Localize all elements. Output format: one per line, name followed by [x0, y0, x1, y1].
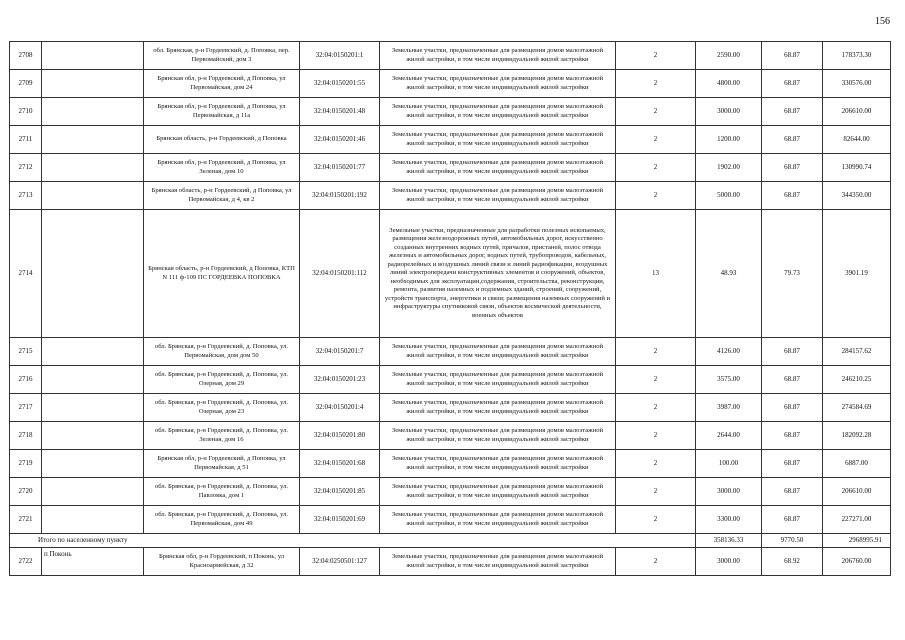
table-row	[10, 338, 891, 366]
cadastral-number-cell: 32:04:0150201:69	[300, 506, 380, 534]
table-row	[10, 506, 891, 534]
area-cell: 3000.00	[696, 548, 762, 576]
land-use-cell: Земельные участки, предназначенные для размещения домов малоэтажной жилой застройки, в том числе индивидуальной жилой застройки	[380, 422, 616, 450]
land-use-cell: Земельные участки, предназначенные для размещения домов малоэтажной жилой застройки, в том числе индивидуальной жилой застройки	[380, 478, 616, 506]
table-row	[10, 548, 891, 576]
row-number: 2709	[10, 70, 42, 98]
category-cell: 13	[616, 210, 696, 338]
total-label: Итого по населенному пункту	[10, 534, 696, 548]
area-cell: 100.00	[696, 450, 762, 478]
settlement-cell	[42, 478, 144, 506]
cadastral-table	[9, 41, 891, 576]
category-cell: 2	[616, 548, 696, 576]
value-cell: 274584.69	[823, 394, 891, 422]
table-row	[10, 42, 891, 70]
rate-cell: 68.87	[762, 126, 823, 154]
cadastral-number-cell: 32:04:0150201:48	[300, 98, 380, 126]
settlement-cell	[42, 366, 144, 394]
land-use-cell: Земельные участки, предназначенные для размещения домов малоэтажной жилой застройки, в том числе индивидуальной жилой застройки	[380, 394, 616, 422]
row-number: 2718	[10, 422, 42, 450]
address-cell: обл. Брянская, р-н Гордеевский, д. Поповка, ул. Зеленая, дом 16	[144, 422, 300, 450]
address-cell: Брянская обл, р-н Гордеевский, д Поповка, ул Первомайская, дом 24	[144, 70, 300, 98]
rate-cell: 68.87	[762, 98, 823, 126]
value-cell: 246210.25	[823, 366, 891, 394]
cadastral-number-cell: 32:04:0250501:127	[300, 548, 380, 576]
table-row	[10, 422, 891, 450]
row-number: 2721	[10, 506, 42, 534]
row-number: 2717	[10, 394, 42, 422]
area-cell: 1902.00	[696, 154, 762, 182]
category-cell: 2	[616, 126, 696, 154]
row-number: 2708	[10, 42, 42, 70]
row-number: 2713	[10, 182, 42, 210]
cadastral-number-cell: 32:04:0150201:80	[300, 422, 380, 450]
address-cell: Брянская обл, р-н Гордеевский, д Поповка, ул Первомайская, д 11а	[144, 98, 300, 126]
settlement-cell	[42, 394, 144, 422]
total-value: 2968995.91	[823, 534, 891, 548]
rate-cell: 68.87	[762, 478, 823, 506]
land-use-cell: Земельные участки, предназначенные для размещения домов малоэтажной жилой застройки, в том числе индивидуальной жилой застройки	[380, 366, 616, 394]
rate-cell: 68.87	[762, 450, 823, 478]
value-cell: 344350.00	[823, 182, 891, 210]
area-cell: 3987.00	[696, 394, 762, 422]
settlement-cell	[42, 506, 144, 534]
cadastral-number-cell: 32:04:0150201:46	[300, 126, 380, 154]
value-cell: 3901.19	[823, 210, 891, 338]
rate-cell: 79.73	[762, 210, 823, 338]
value-cell: 206610.00	[823, 98, 891, 126]
address-cell: обл. Брянская, р-н Гордеевский, д. Поповка, ул. Павловка, дом 1	[144, 478, 300, 506]
row-number: 2720	[10, 478, 42, 506]
value-cell: 206610.00	[823, 478, 891, 506]
category-cell: 2	[616, 42, 696, 70]
cadastral-number-cell: 32:04:0150201:55	[300, 70, 380, 98]
table-body-total	[10, 534, 891, 576]
row-number: 2716	[10, 366, 42, 394]
rate-cell: 68.87	[762, 394, 823, 422]
category-cell: 2	[616, 366, 696, 394]
cadastral-number-cell: 32:04:0150201:112	[300, 210, 380, 338]
area-cell: 2644.00	[696, 422, 762, 450]
value-cell: 82644.00	[823, 126, 891, 154]
value-cell: 130990.74	[823, 154, 891, 182]
address-cell: Брянская обл, р-н Гордеевский, п Поконь, ул Красноармейская, д 32	[144, 548, 300, 576]
cadastral-number-cell: 32:04:0150201:1	[300, 42, 380, 70]
rate-cell: 68.92	[762, 548, 823, 576]
settlement-cell	[42, 210, 144, 338]
cadastral-number-cell: 32:04:0150201:192	[300, 182, 380, 210]
land-use-cell: Земельные участки, предназначенные для размещения домов малоэтажной жилой застройки, в том числе индивидуальной жилой застройки	[380, 182, 616, 210]
table-body-a	[10, 42, 891, 210]
rate-cell: 68.87	[762, 70, 823, 98]
area-cell: 1200.00	[696, 126, 762, 154]
rate-cell: 68.87	[762, 366, 823, 394]
address-cell: обл. Брянская, р-н Гордеевский, д. Поповка, ул. Озерная, дом 23	[144, 394, 300, 422]
address-cell: обл. Брянская, р-н Гордеевский, д. Поповка, ул. Озерная, дом 29	[144, 366, 300, 394]
settlement-cell	[42, 450, 144, 478]
cadastral-number-cell: 32:04:0150201:7	[300, 338, 380, 366]
total-rate: 9770.50	[762, 534, 823, 548]
cadastral-number-cell: 32:04:0150201:85	[300, 478, 380, 506]
address-cell: обл. Брянская, р-н Гордеевский, д. Поповка, пер. Первомайский, дом 3	[144, 42, 300, 70]
category-cell: 2	[616, 450, 696, 478]
row-number: 2712	[10, 154, 42, 182]
page-number: 156	[875, 16, 890, 27]
land-use-cell: Земельные участки, предназначенные для размещения домов малоэтажной жилой застройки, в том числе индивидуальной жилой застройки	[380, 42, 616, 70]
rate-cell: 68.87	[762, 154, 823, 182]
address-cell: обл. Брянская, р-н Гордеевский, д. Поповка, ул. Первомайская, дом дом 50	[144, 338, 300, 366]
land-use-cell: Земельные участки, предназначенные для размещения домов малоэтажной жилой застройки, в том числе индивидуальной жилой застройки	[380, 506, 616, 534]
land-use-cell: Земельные участки, предназначенные для размещения домов малоэтажной жилой застройки, в том числе индивидуальной жилой застройки	[380, 98, 616, 126]
table-body-b	[10, 338, 891, 534]
category-cell: 2	[616, 338, 696, 366]
value-cell: 284157.62	[823, 338, 891, 366]
value-cell: 206760.00	[823, 548, 891, 576]
land-use-cell: Земельные участки, предназначенные для размещения домов малоэтажной жилой застройки, в том числе индивидуальной жилой застройки	[380, 548, 616, 576]
address-cell: Брянская область, р-н Гордеевский, д Поповка, КТП N 111 ф-109 ПС ГОРДЕЕВКА ПОПОВКА	[144, 210, 300, 338]
value-cell: 227271.00	[823, 506, 891, 534]
address-cell: Брянская область, р-н Гордеевский, д Поповка, ул Первомайская, д 4, кв 2	[144, 182, 300, 210]
category-cell: 2	[616, 70, 696, 98]
category-cell: 2	[616, 478, 696, 506]
address-cell: Брянская область, р-н Гордеевский, д Поповка	[144, 126, 300, 154]
category-cell: 2	[616, 154, 696, 182]
cadastral-number-cell: 32:04:0150201:23	[300, 366, 380, 394]
address-cell: Брянская обл, р-н Гордеевский, д Поповка, ул Первомайская, д 51	[144, 450, 300, 478]
settlement-cell	[42, 422, 144, 450]
area-cell: 3000.00	[696, 98, 762, 126]
area-cell: 48.93	[696, 210, 762, 338]
settlement-cell	[42, 42, 144, 70]
area-cell: 3300.00	[696, 506, 762, 534]
table-row	[10, 478, 891, 506]
row-number: 2722	[10, 548, 42, 576]
table-row	[10, 154, 891, 182]
table-row	[10, 394, 891, 422]
row-number: 2714	[10, 210, 42, 338]
settlement-cell	[42, 338, 144, 366]
land-use-cell: Земельные участки, предназначенные для размещения домов малоэтажной жилой застройки, в том числе индивидуальной жилой застройки	[380, 338, 616, 366]
land-use-cell: Земельные участки, предназначенные для размещения домов малоэтажной жилой застройки, в том числе индивидуальной жилой застройки	[380, 126, 616, 154]
rate-cell: 68.87	[762, 182, 823, 210]
settlement-cell	[42, 98, 144, 126]
table-row	[10, 182, 891, 210]
value-cell: 6887.00	[823, 450, 891, 478]
cadastral-number-cell: 32:04:0150201:77	[300, 154, 380, 182]
rate-cell: 68.87	[762, 422, 823, 450]
land-use-cell: Земельные участки, предназначенные для размещения домов малоэтажной жилой застройки, в том числе индивидуальной жилой застройки	[380, 154, 616, 182]
row-number: 2715	[10, 338, 42, 366]
cadastral-number-cell: 32:04:0150201:68	[300, 450, 380, 478]
settlement-cell	[42, 182, 144, 210]
address-cell: обл. Брянская, р-н Гордеевский, д. Поповка, ул. Первомайская, дом 49	[144, 506, 300, 534]
category-cell: 2	[616, 98, 696, 126]
land-use-cell: Земельные участки, предназначенные для размещения домов малоэтажной жилой застройки, в том числе индивидуальной жилой застройки	[380, 70, 616, 98]
land-use-cell: Земельные участки, предназначенные для размещения домов малоэтажной жилой застройки, в том числе индивидуальной жилой застройки	[380, 450, 616, 478]
row-number: 2719	[10, 450, 42, 478]
land-use-cell: Земельные участки, предназначенные для разработки полезных ископаемых, размещения железнодорожных путей, автомобильных дорог, искусственно созданных внутренних водных путей, причалов, пристаней, полос отвода железных и автомобильных дорог, водных путей, трубопроводов, кабельных, радиорелейных и воздушных линий связи и линий радиофикации, воздушных линий электропередачи конструктивных элементов и сооружений, объектов, необходимых для эксплуатации,содержания, строительства, реконструкции, ремонта, развития наземных и подземных зданий, строений, сооружений, устройств транспорта, энергетики и связи; размещения наземных сооружений и инфраструктуры спутниковой связи, объектов космической деятельности, военных объектов	[380, 210, 616, 338]
settlement-cell	[42, 154, 144, 182]
category-cell: 2	[616, 506, 696, 534]
address-cell: Брянская обл, р-н Гордеевский, д Поповка, ул Зеленая, дом 10	[144, 154, 300, 182]
table-body-special	[10, 210, 891, 338]
value-cell: 182092.28	[823, 422, 891, 450]
row-number: 2711	[10, 126, 42, 154]
value-cell: 178373.30	[823, 42, 891, 70]
table-row	[10, 450, 891, 478]
category-cell: 2	[616, 182, 696, 210]
value-cell: 330576.00	[823, 70, 891, 98]
area-cell: 5000.00	[696, 182, 762, 210]
category-cell: 2	[616, 422, 696, 450]
table-row	[10, 126, 891, 154]
rate-cell: 68.87	[762, 42, 823, 70]
table-row	[10, 70, 891, 98]
settlement-cell: п Поконь	[42, 548, 144, 576]
area-cell: 3000.00	[696, 478, 762, 506]
category-cell: 2	[616, 394, 696, 422]
area-cell: 2590.00	[696, 42, 762, 70]
area-cell: 4126.00	[696, 338, 762, 366]
settlement-cell	[42, 70, 144, 98]
total-row	[10, 534, 891, 548]
table-row	[10, 210, 891, 338]
area-cell: 3575.00	[696, 366, 762, 394]
total-area: 358136.33	[696, 534, 762, 548]
settlement-cell	[42, 126, 144, 154]
table-row	[10, 366, 891, 394]
rate-cell: 68.87	[762, 338, 823, 366]
cadastral-number-cell: 32:04:0150201:4	[300, 394, 380, 422]
row-number: 2710	[10, 98, 42, 126]
table-row	[10, 98, 891, 126]
area-cell: 4800.00	[696, 70, 762, 98]
rate-cell: 68.87	[762, 506, 823, 534]
